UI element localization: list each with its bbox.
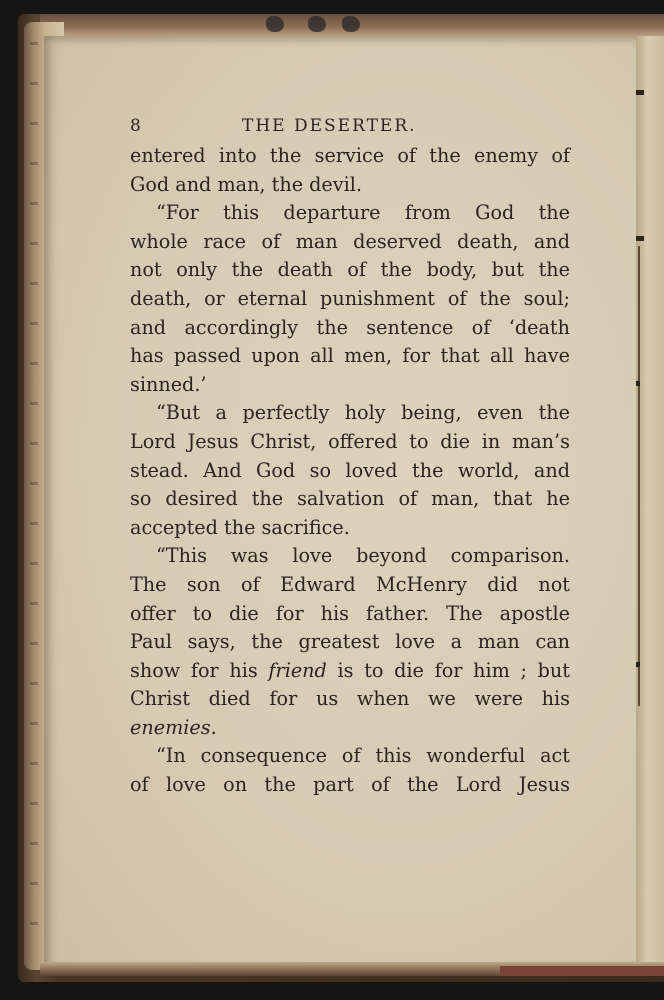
page-text — [130, 112, 570, 800]
line-text: of love on the part of the Lord Jesus — [130, 773, 570, 797]
text-line — [130, 142, 570, 171]
line-text: The son of Edward McHenry did not — [130, 572, 570, 596]
line-text: stead. And God so loved the world, and — [130, 458, 570, 482]
edge-mark — [636, 662, 640, 667]
line-text: accepted the sacrifice. — [130, 515, 350, 539]
running-head-title: THE DESERTER. — [242, 116, 417, 136]
edge-mark — [636, 381, 640, 386]
running-head — [130, 112, 570, 142]
line-text: so desired the salvation of man, that he — [130, 487, 570, 511]
cover-ornament-icon — [342, 16, 360, 32]
line-text: sinned.’ — [130, 372, 207, 396]
text-line — [130, 342, 570, 371]
text-line — [130, 485, 570, 514]
text-line — [130, 714, 570, 743]
line-text: is to die for him ; but — [326, 658, 570, 682]
page-number: 8 — [130, 116, 143, 136]
text-line — [130, 285, 570, 314]
text-line — [130, 256, 570, 285]
text-line — [130, 771, 570, 800]
edge-mark — [636, 90, 644, 95]
line-text: has passed upon all men, for that all have — [130, 344, 570, 368]
text-line — [130, 428, 570, 457]
line-text: death, or eternal punishment of the soul; — [130, 286, 570, 310]
text-line — [130, 657, 570, 686]
line-text: “In consequence of this wonderful act — [156, 744, 570, 768]
text-line — [130, 199, 570, 228]
text-line — [130, 371, 570, 400]
text-line — [130, 685, 570, 714]
text-line — [130, 314, 570, 343]
text-line — [130, 399, 570, 428]
text-line — [130, 457, 570, 486]
cover-ornament-icon — [308, 16, 326, 32]
line-text: “This was love beyond comparison. — [156, 544, 570, 568]
cover-ornament-icon — [266, 16, 284, 32]
body-text — [130, 142, 570, 800]
line-text: entered into the service of the enemy of — [130, 144, 570, 167]
facing-page-edge — [636, 36, 664, 970]
line-text: Lord Jesus Christ, offered to die in man’s — [130, 429, 570, 453]
line-text: Paul says, the greatest love a man can — [130, 630, 570, 654]
gutter-line — [638, 246, 640, 706]
line-text: . — [210, 715, 217, 739]
text-line — [130, 228, 570, 257]
line-text: not only the death of the body, but the — [130, 258, 570, 282]
emphasized-word: enemies — [130, 715, 211, 739]
bottom-cover-corner — [500, 966, 664, 976]
edge-mark — [636, 236, 644, 241]
text-line — [130, 600, 570, 629]
cover-top-edge — [40, 14, 664, 36]
line-text: whole race of man deserved death, and — [130, 229, 570, 253]
line-text: God and man, the devil. — [130, 172, 363, 196]
line-text: “For this departure from God the — [156, 201, 570, 225]
text-line — [130, 514, 570, 543]
line-text: “But a perfectly holy being, even the — [156, 401, 570, 425]
text-line — [130, 742, 570, 771]
line-text: Christ died for us when we were his — [130, 687, 570, 711]
text-line — [130, 571, 570, 600]
line-text: show for his — [130, 658, 269, 682]
emphasized-word: friend — [268, 658, 327, 682]
line-text: and accordingly the sentence of ‘death — [130, 315, 570, 339]
line-text: offer to die for his father. The apostle — [130, 601, 570, 625]
text-line — [130, 171, 570, 200]
text-line — [130, 628, 570, 657]
text-line — [130, 542, 570, 571]
